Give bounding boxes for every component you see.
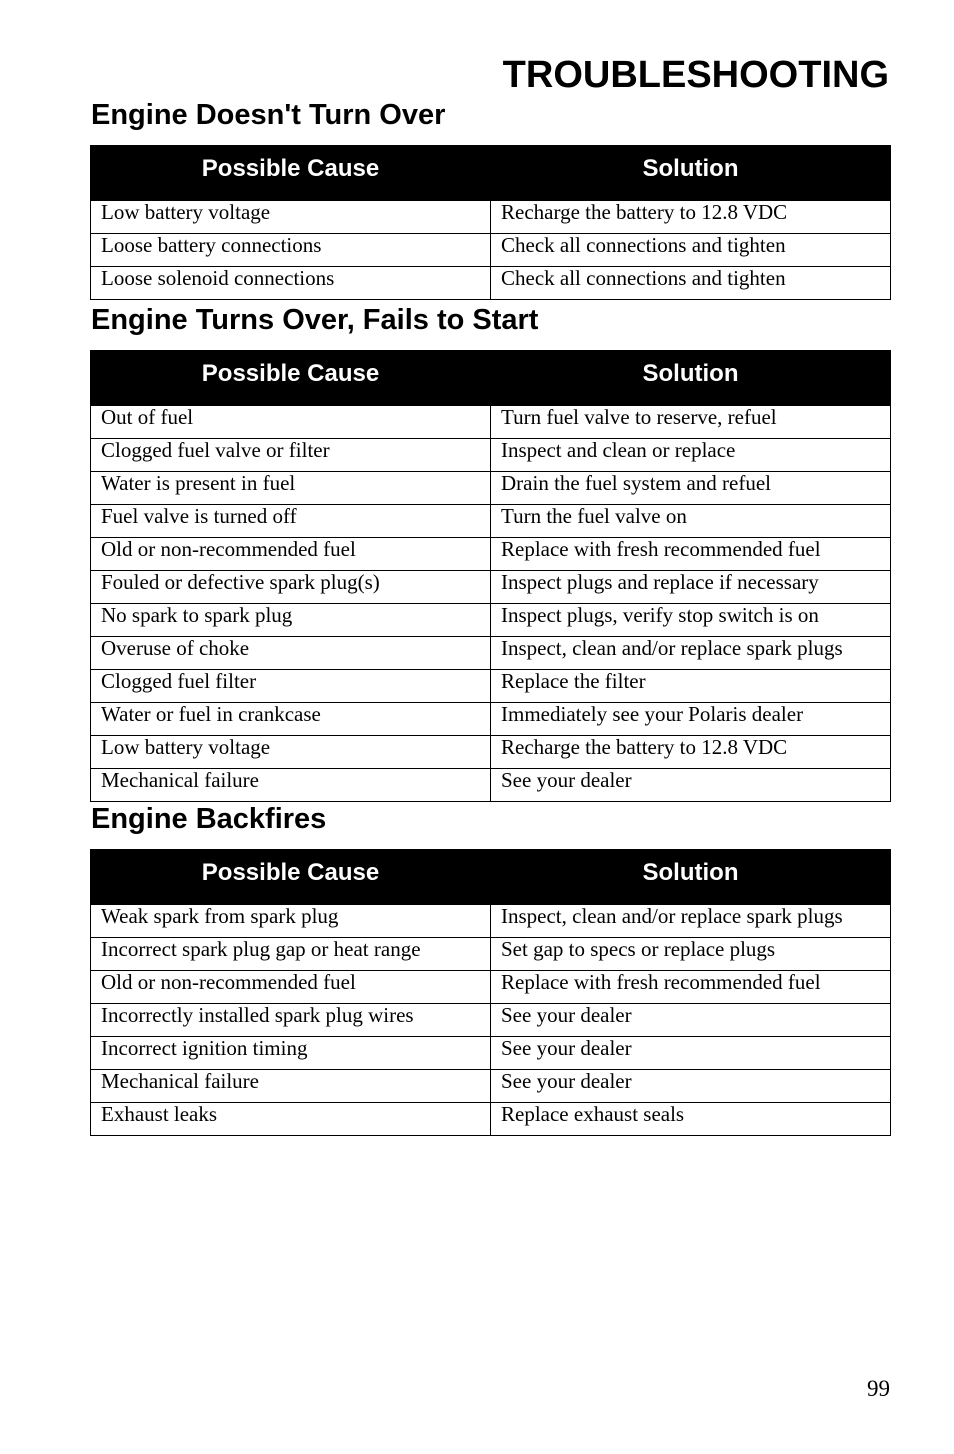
- section-engine-turns-over-fails-to-start: [90, 303, 890, 802]
- table-row: [91, 736, 891, 769]
- solution-cell: Inspect and clean or replace: [491, 439, 891, 472]
- table-row: [91, 1004, 891, 1037]
- table-row: [91, 637, 891, 670]
- cause-cell: Mechanical failure: [91, 1070, 491, 1103]
- troubleshooting-table: [90, 145, 891, 300]
- table-row: [91, 670, 891, 703]
- section-heading: Engine Doesn't Turn Over: [91, 99, 446, 131]
- solution-cell: Inspect, clean and/or replace spark plugs: [491, 905, 891, 938]
- solution-cell: Check all connections and tighten: [491, 234, 891, 267]
- cause-cell: Low battery voltage: [91, 201, 491, 234]
- table-row: [91, 201, 891, 234]
- table-row: [91, 1103, 891, 1136]
- cause-cell: Incorrect ignition timing: [91, 1037, 491, 1070]
- cause-cell: Out of fuel: [91, 406, 491, 439]
- table-header-row: [91, 351, 891, 406]
- cause-cell: Fuel valve is turned off: [91, 505, 491, 538]
- cause-cell: Incorrectly installed spark plug wires: [91, 1004, 491, 1037]
- table-row: [91, 505, 891, 538]
- cause-cell: Water is present in fuel: [91, 472, 491, 505]
- table-header-row: [91, 850, 891, 905]
- solution-cell: Immediately see your Polaris dealer: [491, 703, 891, 736]
- table-row: [91, 971, 891, 1004]
- cause-cell: Mechanical failure: [91, 769, 491, 802]
- cause-cell: Old or non-recommended fuel: [91, 538, 491, 571]
- cause-cell: Clogged fuel filter: [91, 670, 491, 703]
- table-row: [91, 538, 891, 571]
- solution-cell: Check all connections and tighten: [491, 267, 891, 300]
- page-title: TROUBLESHOOTING: [502, 54, 889, 96]
- cause-cell: Old or non-recommended fuel: [91, 971, 491, 1004]
- page-number: 99: [867, 1376, 890, 1401]
- solution-cell: See your dealer: [491, 1070, 891, 1103]
- table-row: [91, 938, 891, 971]
- solution-cell: Inspect, clean and/or replace spark plugs: [491, 637, 891, 670]
- cause-cell: Overuse of choke: [91, 637, 491, 670]
- column-header-cause: Possible Cause: [91, 850, 491, 905]
- cause-cell: Water or fuel in crankcase: [91, 703, 491, 736]
- solution-cell: Turn the fuel valve on: [491, 505, 891, 538]
- solution-cell: Recharge the battery to 12.8 VDC: [491, 736, 891, 769]
- table-row: [91, 406, 891, 439]
- cause-cell: Exhaust leaks: [91, 1103, 491, 1136]
- solution-cell: Replace with fresh recommended fuel: [491, 971, 891, 1004]
- solution-cell: Inspect plugs, verify stop switch is on: [491, 604, 891, 637]
- column-header-solution: Solution: [491, 850, 891, 905]
- table-row: [91, 267, 891, 300]
- solution-cell: Set gap to specs or replace plugs: [491, 938, 891, 971]
- cause-cell: Low battery voltage: [91, 736, 491, 769]
- table-row: [91, 703, 891, 736]
- table-row: [91, 604, 891, 637]
- solution-cell: See your dealer: [491, 1037, 891, 1070]
- table-row: [91, 472, 891, 505]
- cause-cell: No spark to spark plug: [91, 604, 491, 637]
- cause-cell: Loose battery connections: [91, 234, 491, 267]
- troubleshooting-table: [90, 849, 891, 1136]
- solution-cell: Inspect plugs and replace if necessary: [491, 571, 891, 604]
- section-engine-backfires: [90, 802, 890, 1136]
- table-row: [91, 571, 891, 604]
- solution-cell: Replace the filter: [491, 670, 891, 703]
- cause-cell: Weak spark from spark plug: [91, 905, 491, 938]
- table-row: [91, 1037, 891, 1070]
- solution-cell: See your dealer: [491, 769, 891, 802]
- section-heading: Engine Turns Over, Fails to Start: [91, 304, 539, 336]
- column-header-solution: Solution: [491, 146, 891, 201]
- cause-cell: Clogged fuel valve or filter: [91, 439, 491, 472]
- section-heading: Engine Backfires: [91, 803, 327, 835]
- table-row: [91, 234, 891, 267]
- solution-cell: Drain the fuel system and refuel: [491, 472, 891, 505]
- solution-cell: Turn fuel valve to reserve, refuel: [491, 406, 891, 439]
- column-header-solution: Solution: [491, 351, 891, 406]
- solution-cell: See your dealer: [491, 1004, 891, 1037]
- column-header-cause: Possible Cause: [91, 351, 491, 406]
- cause-cell: Incorrect spark plug gap or heat range: [91, 938, 491, 971]
- solution-cell: Recharge the battery to 12.8 VDC: [491, 201, 891, 234]
- column-header-cause: Possible Cause: [91, 146, 491, 201]
- section-engine-doesnt-turn-over: [90, 98, 890, 300]
- table-header-row: [91, 146, 891, 201]
- cause-cell: Fouled or defective spark plug(s): [91, 571, 491, 604]
- table-row: [91, 439, 891, 472]
- troubleshooting-table: [90, 350, 891, 802]
- solution-cell: Replace exhaust seals: [491, 1103, 891, 1136]
- table-row: [91, 905, 891, 938]
- table-row: [91, 769, 891, 802]
- solution-cell: Replace with fresh recommended fuel: [491, 538, 891, 571]
- cause-cell: Loose solenoid connections: [91, 267, 491, 300]
- table-row: [91, 1070, 891, 1103]
